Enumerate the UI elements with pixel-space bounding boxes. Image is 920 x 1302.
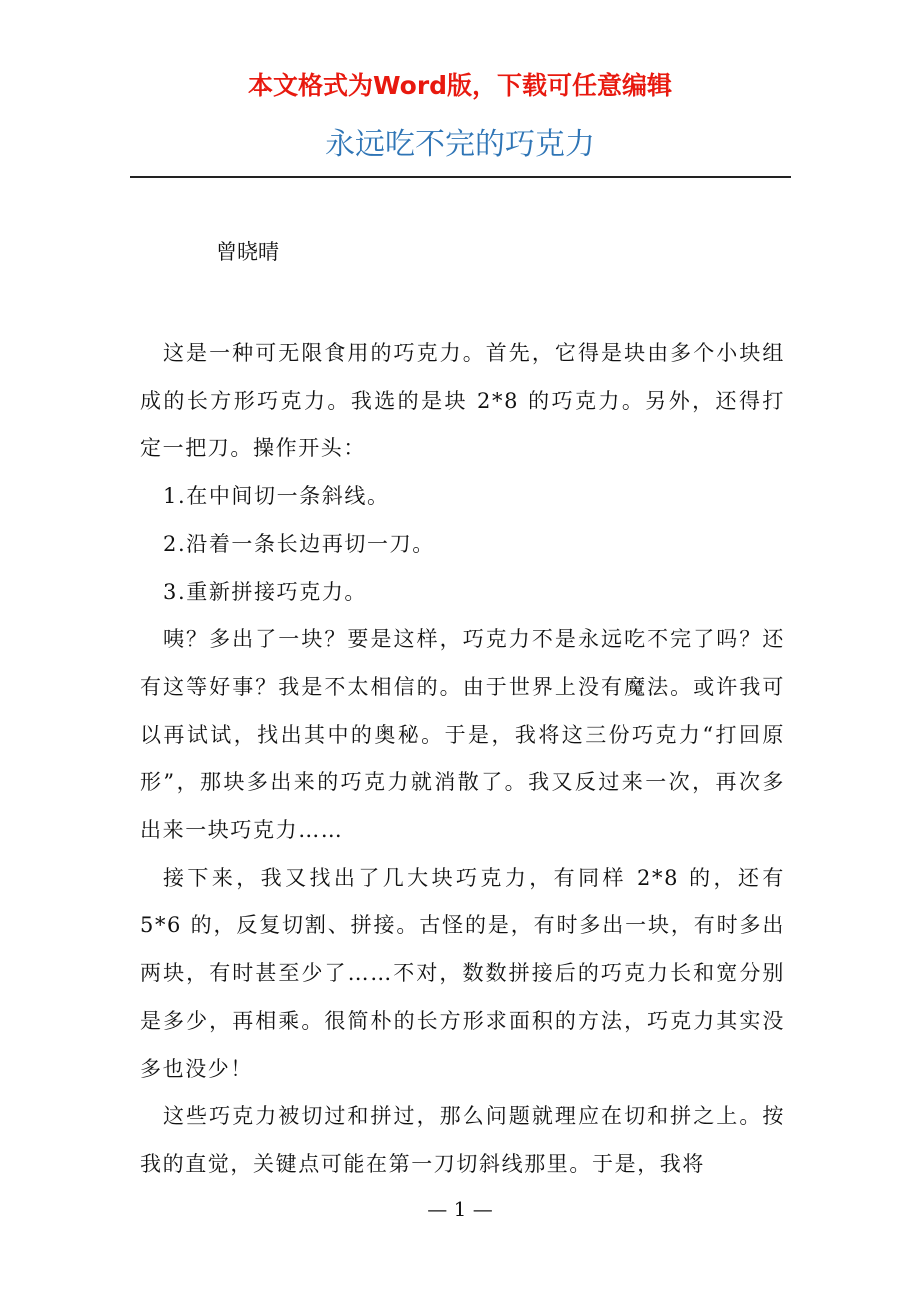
paragraph: 这些巧克力被切过和拼过，那么问题就理应在切和拼之上。按我的直觉，关键点可能在第一刀切斜线那里。于是，我将: [140, 1104, 785, 1176]
paragraph-step: 1.在中间切一条斜线。: [163, 484, 390, 509]
author-name: 曾晓晴: [216, 240, 279, 264]
article-body: [140, 330, 785, 1189]
paragraph: 这是一种可无限食用的巧克力。首先，它得是块由多个小块组成的长方形巧克力。我选的是块 2*8 的巧克力。另外，还得打定一把刀。操作开头：: [140, 341, 785, 461]
download-notice: 本文格式为Word版，下载可任意编辑: [247, 71, 673, 100]
paragraph: 接下来，我又找出了几大块巧克力，有同样 2*8 的，还有 5*6 的，反复切割、拼接。古怪的是，有时多出一块，有时多出两块，有时甚至少了……不对，数数拼接后的巧克力长和宽分别是多少，再相乘。很简朴的长方形求面积的方法，巧克力其实没多也没少！: [140, 865, 785, 1081]
page-number: — 1 —: [427, 1197, 493, 1221]
paragraph-step: 2.沿着一条长边再切一刀。: [163, 531, 435, 556]
paragraph-step: 3.重新拼接巧克力。: [163, 579, 368, 604]
document-title: 永远吃不完的巧克力: [325, 127, 595, 162]
paragraph: 咦？多出了一块？要是这样，巧克力不是永远吃不完了吗？还有这等好事？我是不太相信的。由于世界上没有魔法。或许我可以再试试，找出其中的奥秘。于是，我将这三份巧克力“打回原形”，那块多出来的巧克力就消散了。我又反过来一次，再次多出来一块巧克力……: [140, 627, 785, 843]
header-divider: [130, 176, 791, 178]
